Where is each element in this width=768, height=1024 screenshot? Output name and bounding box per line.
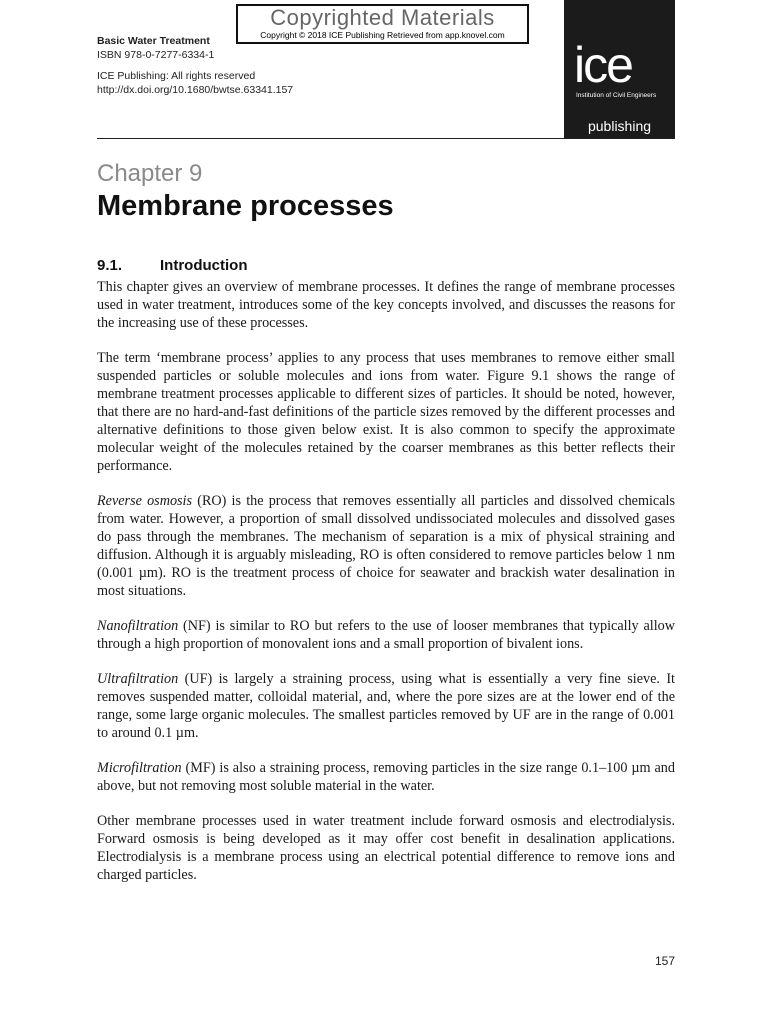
paragraph: Reverse osmosis (RO) is the process that removes essentially all particles and dissolved chemicals from water. However, a proportion of small dissolved undissociated molecules and dissolved gases do pass through the membranes. The mechanism of separation is a mix of physical straining and diffusion. Although it is arguably misleading, RO is often considered to remove particles below 1 nm (0.001 µm). RO is the treatment process of choice for seawater and brackish water desalination in most situations.: [97, 493, 675, 599]
book-title: Basic Water Treatment: [97, 35, 210, 47]
section-number: 9.1.: [97, 257, 123, 274]
paragraph: Nanofiltration (NF) is similar to RO but refers to the use of looser membranes that typically allow through a high proportion of monovalent ions and a small proportion of bivalent ions.: [97, 618, 675, 652]
logo-mark: ice: [574, 37, 632, 93]
stamp-heading: Copyrighted Materials: [270, 5, 495, 30]
term: Reverse osmosis: [97, 493, 193, 509]
paragraph: Other membrane processes used in water treatment include forward osmosis and electrodialysis. Forward osmosis is being developed as it may offer cost benefit in desalination applications. Electrodialysis is a membrane process using an electrical potential difference to remove ions and charged particles.: [97, 813, 675, 883]
bibliographic-header: [97, 35, 293, 97]
ice-publishing-logo: [564, 0, 675, 139]
term: Microfiltration: [97, 760, 182, 776]
paragraph: This chapter gives an overview of membrane processes. It defines the range of membrane processes used in water treatment, introduces some of the key concepts involved, and discusses the reasons for the increasing use of these processes.: [97, 279, 675, 331]
chapter-title: Membrane processes: [97, 190, 394, 222]
term: Ultrafiltration: [97, 671, 179, 687]
chapter-label: Chapter 9: [97, 160, 203, 187]
stamp-line: Copyright © 2018 ICE Publishing Retrieved from app.knovel.com: [260, 30, 505, 40]
term: Nanofiltration: [97, 618, 179, 634]
logo-institution: Institution of Civil Engineers: [576, 92, 657, 99]
doi-link[interactable]: http://dx.doi.org/10.1680/bwtse.63341.157: [97, 83, 294, 96]
logo-publishing: publishing: [587, 118, 652, 134]
header-divider: [97, 138, 675, 139]
section-title: Introduction: [160, 257, 248, 274]
body-text: [97, 278, 675, 901]
section-heading: [97, 257, 247, 274]
isbn: ISBN 978-0-7277-6334-1: [97, 48, 215, 61]
paragraph: Microfiltration (MF) is also a straining process, removing particles in the size range 0.1–100 µm and above, but not removing most soluble material in the water.: [97, 760, 675, 794]
paragraph: The term ‘membrane process’ applies to any process that uses membranes to remove either small suspended particles or soluble molecules and ions from water. Figure 9.1 shows the range of membrane treatment processes applicable to different sizes of particles. It should be noted, however, that there are no hard-and-fast definitions of the particle sizes removed by the different processes and alternative definitions to those given below exist. It is also common to specify the approximate molecular weight of the molecules retained by the coarser membranes as this better reflects their performance.: [97, 350, 675, 474]
copyright-stamp: [236, 4, 529, 44]
paragraph: Ultrafiltration (UF) is largely a straining process, using what is essentially a very fine sieve. It removes suspended matter, colloidal material, and, where the pore sizes are at the lower end of the range, some large organic molecules. The smallest particles removed by UF are in the range of 0.001 to around 0.1 µm.: [97, 671, 675, 741]
rights-notice: ICE Publishing: All rights reserved: [97, 70, 256, 82]
page-number: 157: [654, 954, 675, 968]
